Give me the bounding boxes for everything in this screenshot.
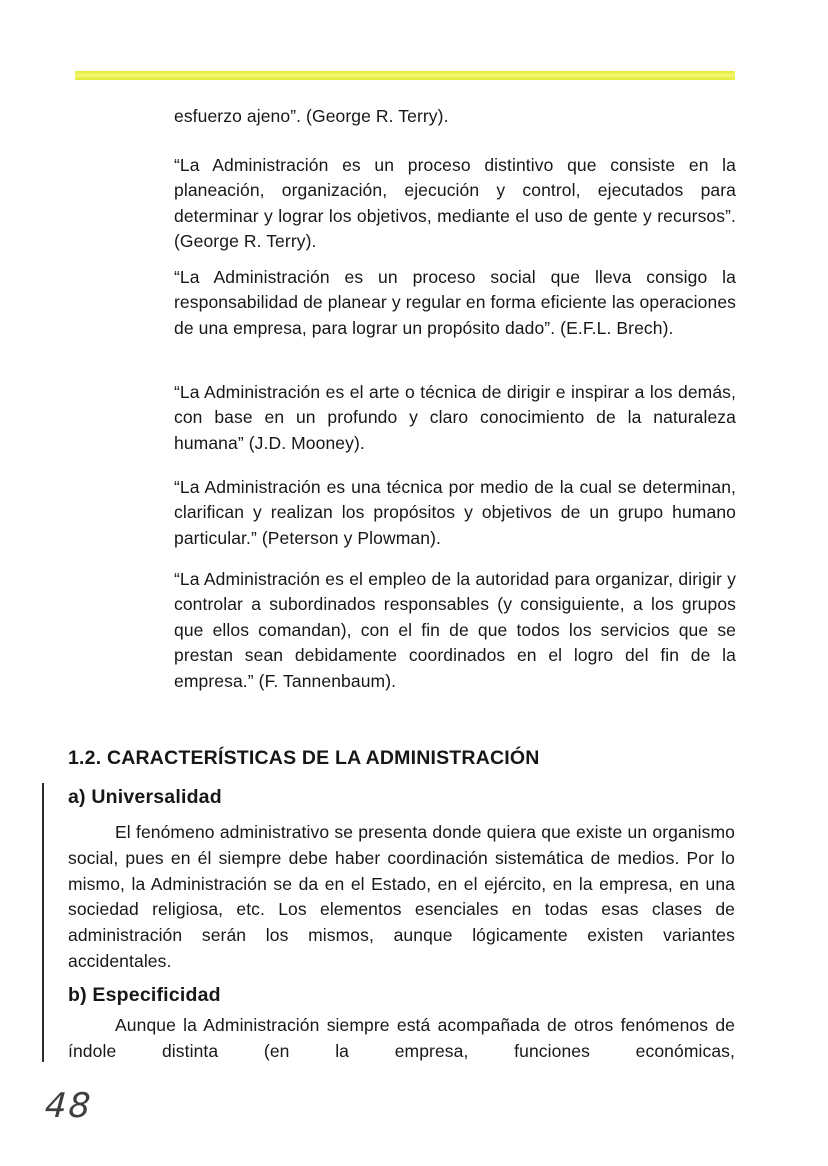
quote-paragraph: “La Administración es el empleo de la autoridad para organizar, dirigir y controlar a subordinados responsables (y consiguiente, a los grupos que ellos comandan), con el fin de que todos los servicios que se prestan sean debidamente coordinados en el logro del fin de la empresa.” (F. Tannenbaum). (174, 569, 736, 691)
subsection-body-especificidad: Aunque la Administración siempre está acompañada de otros fenómenos de índole distinta (en la empresa, funciones económicas, (68, 1015, 735, 1061)
quote-paragraph: “La Administración es un proceso distintivo que consiste en la planeación, organización, ejecución y control, ejecutados para determinar y lograr los objetivos, mediante el uso de gente y recursos”. (George R. Terry). (174, 155, 736, 252)
quote-paragraph: “La Administración es una técnica por medio de la cual se determinan, clarifican y realizan los propósitos y objetivos de un grupo humano particular.” (Peterson y Plowman). (174, 477, 736, 548)
page-number: 48 (43, 1086, 94, 1126)
quote-paragraph: “La Administración es un proceso social que lleva consigo la responsabilidad de planear y regular en forma eficiente las operaciones de una empresa, para lograr un propósito dado”. (E.F.L. Brech). (174, 267, 736, 338)
left-margin-rule (42, 783, 44, 1062)
quote-paragraph: esfuerzo ajeno”. (George R. Terry). (174, 106, 449, 126)
subsection-body-universalidad: El fenómeno administrativo se presenta donde quiera que existe un organismo social, pues en él siempre debe haber coordinación sistemática de medios. Por lo mismo, la Administración se da en el Estado, en el ejército, en la empresa, en una sociedad religiosa, etc. Los elementos esenciales en todas esas clases de administración serán los mismos, aunque lógicamente existen variantes accidentales. (68, 822, 735, 971)
accent-divider-bar (75, 71, 735, 80)
subsection-title-especificidad: b) Especificidad (68, 984, 221, 1006)
quote-paragraph: “La Administración es el arte o técnica de dirigir e inspirar a los demás, con base en un profundo y claro conocimiento de la naturaleza humana” (J.D. Mooney). (174, 382, 736, 453)
section-heading: 1.2. CARACTERÍSTICAS DE LA ADMINISTRACIÓN (68, 747, 540, 769)
subsection-title-universalidad: a) Universalidad (68, 786, 222, 808)
